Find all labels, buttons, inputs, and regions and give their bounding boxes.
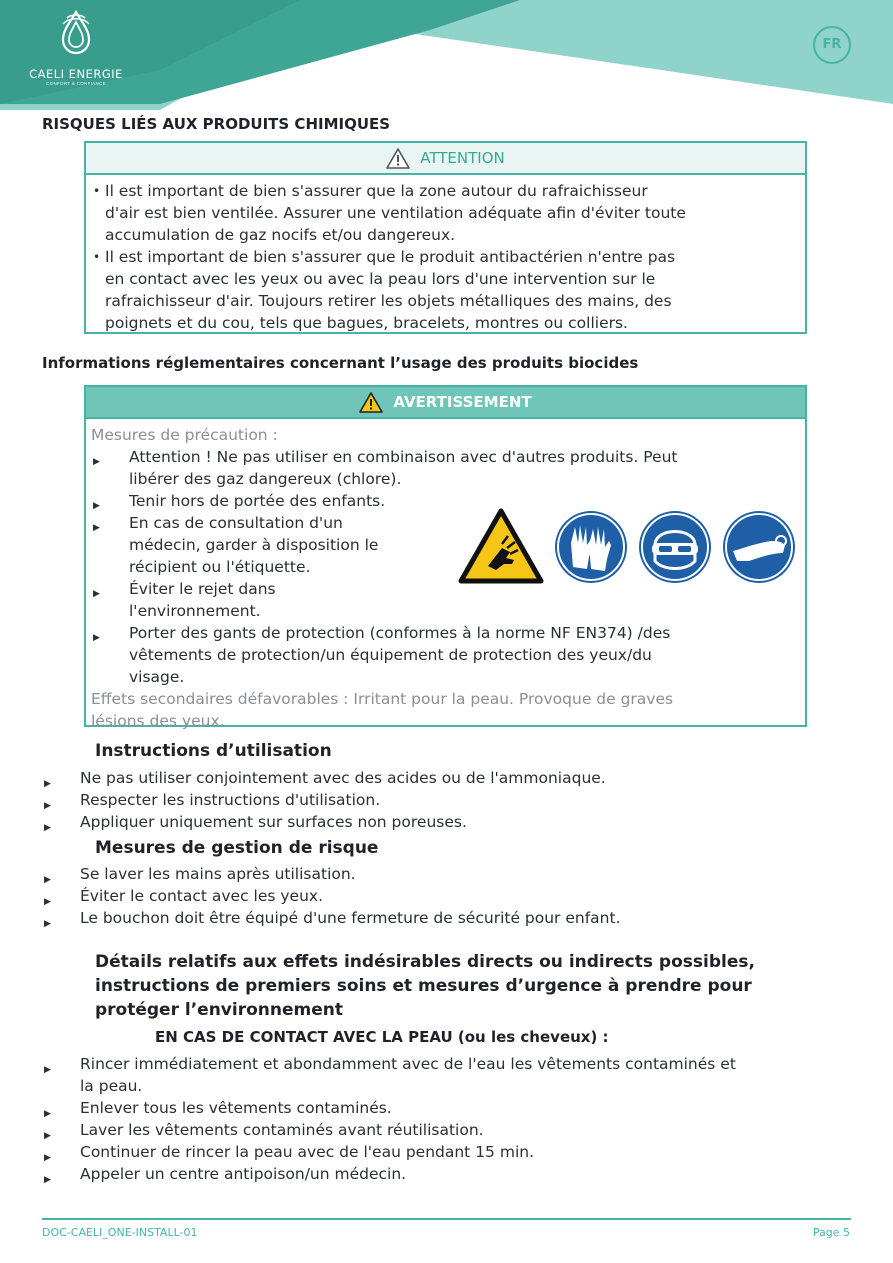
precaution-intro: Mesures de précaution :	[91, 426, 278, 444]
list-item	[42, 789, 862, 811]
bullet-arrow-icon: ▶	[44, 823, 51, 833]
details-list	[42, 1053, 852, 1185]
text-line: Appliquer uniquement sur surfaces non poreuses.	[80, 813, 467, 831]
bullet-arrow-icon: ▶	[93, 633, 100, 643]
company-logo	[28, 8, 124, 86]
text-line: Éviter le rejet dans	[129, 580, 276, 598]
brand-tagline: CONFORT & CONFIANCE	[46, 81, 106, 86]
text-line: vêtements de protection/un équipement de protection des yeux/du	[129, 646, 652, 664]
footer-divider	[42, 1218, 851, 1220]
text-line: Laver les vêtements contaminés avant réutilisation.	[80, 1121, 484, 1139]
text-line: visage.	[129, 668, 185, 686]
list-item	[91, 622, 805, 688]
text-line: Ne pas utiliser conjointement avec des acides ou de l'ammoniaque.	[80, 769, 606, 787]
bullet-arrow-icon: ▶	[44, 1065, 51, 1075]
eye-protection-mandatory-icon	[637, 509, 713, 585]
avertissement-header	[86, 387, 805, 419]
bullet-arrow-icon: ▶	[93, 589, 100, 599]
text-line: Détails relatifs aux effets indésirables directs ou indirects possibles,	[95, 952, 755, 972]
footer-page-number: Page 5	[812, 1226, 850, 1239]
text-line: Attention ! Ne pas utiliser en combinaison avec d'autres produits. Peut	[129, 448, 678, 466]
list-item	[91, 446, 805, 490]
bullet-arrow-icon: ▶	[93, 457, 100, 467]
text-line: Effets secondaires défavorables : Irritant pour la peau. Provoque de graves	[91, 690, 674, 708]
list-item	[42, 1119, 852, 1141]
list-item	[42, 1097, 852, 1119]
text-line: Se laver les mains après utilisation.	[80, 865, 356, 883]
bullet-arrow-icon: ▶	[44, 1175, 51, 1185]
text-line: lésions des yeux.	[91, 712, 225, 730]
text-line: médecin, garder à disposition le	[129, 536, 379, 554]
risk-list	[42, 863, 862, 929]
header-banner	[0, 0, 893, 110]
list-item	[42, 811, 862, 833]
warning-triangle-icon	[386, 148, 410, 169]
text-line: l'environnement.	[129, 602, 261, 620]
text-line: Porter des gants de protection (conformes à la norme NF EN374) /des	[129, 624, 671, 642]
warning-triangle-icon	[359, 392, 383, 413]
text-line: protéger l’environnement	[95, 1000, 343, 1020]
side-effects-text	[91, 688, 805, 732]
text-line: récipient ou l'étiquette.	[129, 558, 311, 576]
text-line: la peau.	[80, 1077, 143, 1095]
instructions-title: Instructions d’utilisation	[95, 741, 332, 761]
details-subtitle: EN CAS DE CONTACT AVEC LA PEAU (ou les cheveux) :	[155, 1028, 609, 1046]
text-line: • Il est important de bien s'assurer que la zone autour du rafraichisseur	[105, 182, 648, 200]
text-line: Tenir hors de portée des enfants.	[129, 492, 386, 510]
list-item	[42, 885, 862, 907]
attention-box	[84, 141, 807, 334]
brand-name: CAELI ENERGIE	[29, 67, 123, 81]
text-line: instructions de premiers soins et mesures d’urgence à prendre pour	[95, 976, 752, 996]
section-title-chemical-risks: RISQUES LIÉS AUX PRODUITS CHIMIQUES	[42, 115, 391, 133]
list-item	[42, 767, 862, 789]
bullet-arrow-icon: ▶	[44, 919, 51, 929]
list-item	[42, 907, 862, 929]
attention-list	[86, 175, 805, 334]
text-line: en contact avec les yeux ou avec la peau lors d'une intervention sur le	[105, 270, 656, 288]
text-line: rafraichisseur d'air. Toujours retirer les objets métalliques des mains, des	[105, 292, 672, 310]
bullet-arrow-icon: ▶	[44, 1153, 51, 1163]
bullet-arrow-icon: ▶	[44, 897, 51, 907]
list-item	[42, 1141, 852, 1163]
text-line: En cas de consultation d'un	[129, 514, 343, 532]
language-badge: FR	[813, 26, 851, 64]
text-line: Respecter les instructions d'utilisation.	[80, 791, 381, 809]
instructions-list	[42, 767, 862, 833]
text-line: Éviter le contact avec les yeux.	[80, 887, 324, 905]
bullet-arrow-icon: ▶	[44, 1109, 51, 1119]
attention-header	[86, 143, 805, 175]
protective-clothing-mandatory-icon	[721, 509, 797, 585]
risk-title: Mesures de gestion de risque	[95, 838, 379, 858]
droplet-logo-icon	[55, 8, 97, 60]
details-title	[95, 950, 855, 1022]
section-title-biocides: Informations réglementaires concernant l’usage des produits biocides	[42, 354, 639, 372]
bullet-arrow-icon: ▶	[44, 1131, 51, 1141]
text-line: Appeler un centre antipoison/un médecin.	[80, 1165, 407, 1183]
bullet-arrow-icon: ▶	[44, 801, 51, 811]
text-line: Rincer immédiatement et abondamment avec de l'eau les vêtements contaminés et	[80, 1055, 736, 1073]
text-line: poignets et du cou, tels que bagues, bracelets, montres ou colliers.	[105, 314, 628, 332]
list-item	[42, 863, 862, 885]
text-line: Le bouchon doit être équipé d'une fermeture de sécurité pour enfant.	[80, 909, 621, 927]
footer-doc-id: DOC-CAELI_ONE-INSTALL-01	[42, 1226, 198, 1239]
corrosive-hand-warning-icon	[458, 508, 544, 584]
bullet-arrow-icon: ▶	[93, 501, 100, 511]
list-item	[42, 1053, 852, 1097]
list-item	[42, 1163, 852, 1185]
text-line: d'air est bien ventilée. Assurer une ventilation adéquate afin d'éviter toute	[105, 204, 686, 222]
bullet-arrow-icon: ▶	[93, 523, 100, 533]
text-line: • Il est important de bien s'assurer que le produit antibactérien n'entre pas	[105, 248, 676, 266]
text-line: Enlever tous les vêtements contaminés.	[80, 1099, 392, 1117]
text-line: libérer des gaz dangereux (chlore).	[129, 470, 402, 488]
attention-title: ATTENTION	[420, 149, 505, 167]
text-line: accumulation de gaz nocifs et/ou dangereux.	[105, 226, 456, 244]
list-item	[89, 246, 805, 334]
bullet-arrow-icon: ▶	[44, 875, 51, 885]
bullet-arrow-icon: ▶	[44, 779, 51, 789]
list-item	[89, 180, 805, 246]
text-line: Continuer de rincer la peau avec de l'eau pendant 15 min.	[80, 1143, 534, 1161]
avertissement-title: AVERTISSEMENT	[393, 393, 532, 411]
gloves-mandatory-icon	[553, 509, 629, 585]
